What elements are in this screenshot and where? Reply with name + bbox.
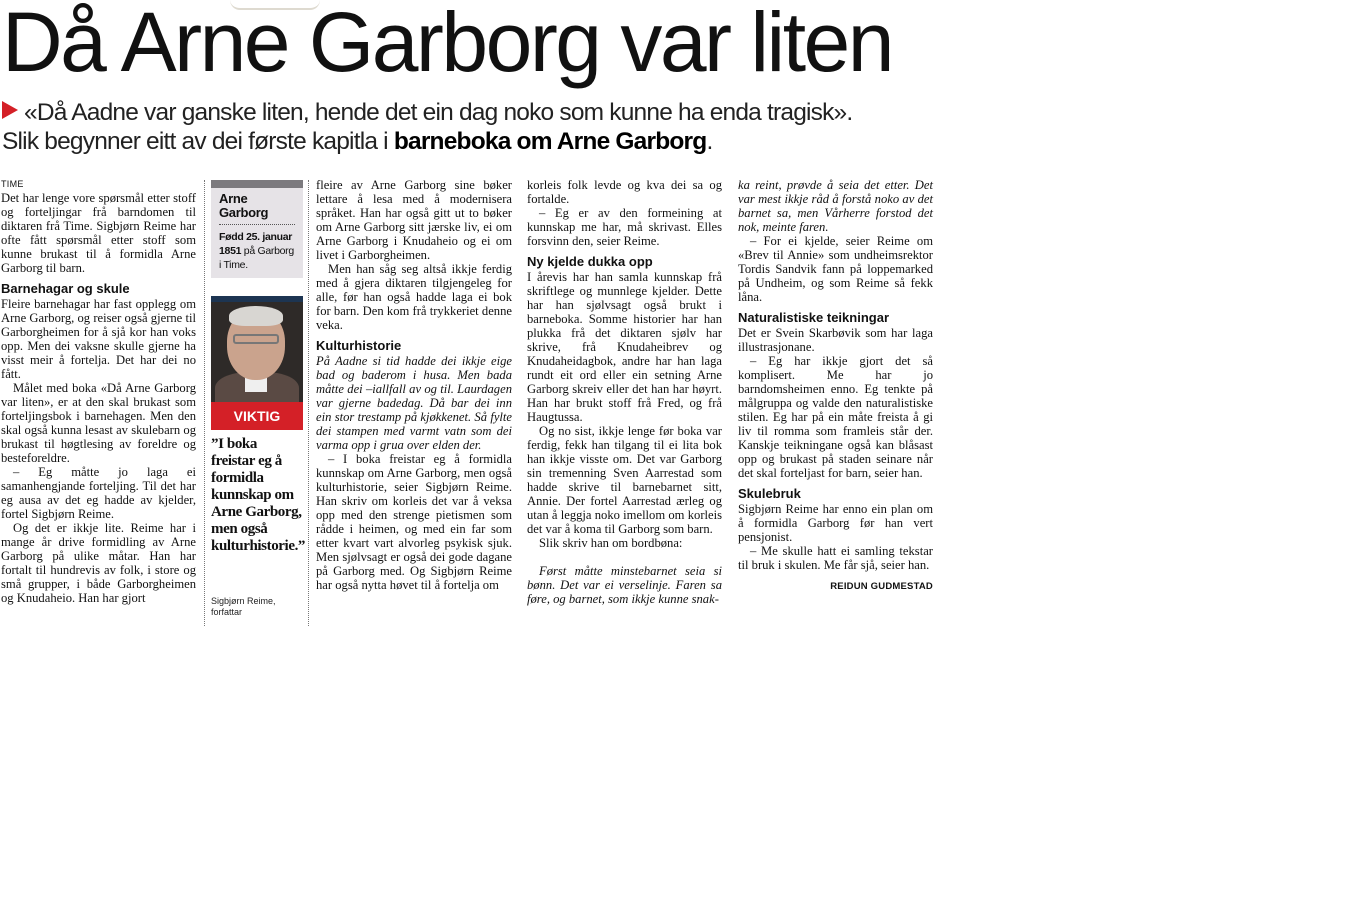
lead-line-2-end: . — [706, 128, 713, 155]
italic-paragraph: ka reint, prøvde å seia det etter. Det var mest ikkje råd å forstå noko av det barnet sa, men Vårherre forstod det nok, meinte faren. — [738, 178, 933, 234]
fact-name: Arne Garborg — [219, 192, 295, 225]
kicker: TIME — [1, 179, 24, 189]
paragraph: Sigbjørn Reime har enno ein plan om å formidla Garborg før han vert pensjonist. — [738, 502, 933, 544]
subheading: Skulebruk — [738, 486, 801, 501]
sidebar — [204, 180, 309, 626]
photo-glasses — [233, 334, 279, 344]
fact-text — [219, 230, 295, 272]
subheading: Ny kjelde dukka opp — [527, 254, 653, 269]
pull-quote-credit: Sigbjørn Reime, forfattar — [211, 596, 276, 617]
fact-place: på Garborg i Time. — [219, 245, 294, 271]
column-4 — [527, 178, 722, 606]
fact-born: Fødd 25. januar 1851 — [219, 231, 293, 257]
paragraph: – Eg er av den formeining at kunnskap me har, må skrivast. Elles forsvinn den, seier Reime. — [527, 206, 722, 248]
paragraph: Det har lenge vore spørsmål etter stoff og forteljingar frå barndomen til diktaren frå Time. Sigbjørn Reime har ofte fått spørsmål etter stoff som kunne brukast til å formidla Arne Garborg til barn. — [1, 191, 196, 275]
subheading: Naturalistiske teikningar — [738, 310, 889, 325]
paragraph: – Eg måtte jo laga ei samanhengjande forteljing. Til det har eg ausa av det eg hadde av kjelder, fortel Sigbjørn Reime. — [1, 465, 196, 521]
viktig-label: VIKTIG — [211, 402, 303, 430]
paragraph: Fleire barnehagar har fast opplegg om Arne Garborg, og reiser også gjerne til Garborgheimen for å sjå kor han voks opp. Men dei vaksne skulle gjerne ha visst meir å fortelja. Det har dei no fått. — [1, 297, 196, 381]
paragraph: korleis folk levde og kva dei sa og fortalde. — [527, 178, 722, 206]
italic-paragraph: På Aadne si tid hadde dei ikkje eige bad og baderom i husa. Men bada måtte dei –iallfall av og til. Laurdagen var gjerne badedag. Då bar dei inn ein stor trestamp på kjøkkenet. Så fylte dei stampen med varmt vatn som dei varma opp i grua over elden der. — [316, 354, 512, 452]
headline: Då Arne Garborg var liten — [2, 0, 892, 89]
paragraph: – I boka freistar eg å formidla kunnskap om Arne Garborg, men også kulturhistorie, seier Sigbjørn Reime. Han skriv om korleis det var å veksa opp med den strenge pietismen som rådde i heimen, og med ein far som etter kvart vart alvorleg psykisk sjuk. Men sjølvsagt er også dei gode dagane på Garborg med. Og Sigbjørn Reime har også nytta høvet til å fortelja om — [316, 452, 512, 592]
paragraph: Men han såg seg altså ikkje ferdig med å gjera diktaren tilgjengeleg for alle, før han også hadde laga ei bok for barn. Den kom frå trykkeriet denne veka. — [316, 262, 512, 332]
lead-bold: barneboka om Arne Garborg — [393, 128, 707, 155]
byline: REIDUN GUDMESTAD — [830, 581, 933, 592]
paragraph: – Me skulle hatt ei samling tekstar til bruk i skulen. Me får sjå, seier han. — [738, 544, 933, 572]
italic-paragraph: Først måtte minstebarnet seia si bønn. Det var ei verselinje. Faren sa føre, og barnet, som ikkje kunne snak- — [527, 564, 722, 606]
paragraph: Og det er ikkje lite. Reime har i mange år drive formidling av Arne Garborg på ulike måtar. Han har fortalt til hundrevis av folk, i store og små grupper, i både Garborgheimen og Knudaheio. Han har gjort — [1, 521, 196, 605]
portrait-photo — [211, 296, 303, 430]
column-5 — [738, 178, 933, 594]
arrow-icon — [2, 101, 18, 119]
column-1 — [1, 178, 196, 605]
subheading: Barnehagar og skule — [1, 281, 130, 296]
paragraph: fleire av Arne Garborg sine bøker lettare å lesa med å modernisera språket. Han har også gitt ut to bøker om Arne Garborg sitt jærske liv, ei om Arne Garborg i Knudaheio og ei om livet i Garborgheimen. — [316, 178, 512, 262]
column-3 — [316, 178, 512, 592]
subheading: Kulturhistorie — [316, 338, 402, 353]
paragraph: – Eg har ikkje gjort det så komplisert. Me har jo barndomsheimen enno. Eg tenkte på målgruppa og valde den naturalistiske stilen. Eg har på ein måte freista å gi liv til romma som framleis står der. Kanskje teikningane også kan blåsast opp og brukast på staden seinare når det skal forteljast for barn, seier han. — [738, 354, 933, 480]
paragraph: Slik skriv han om bordbøna: — [539, 536, 683, 550]
paragraph: Det er Svein Skarbøvik som har laga illustrasjonane. — [738, 326, 933, 354]
fact-box — [211, 180, 303, 278]
lead-line-1: «Då Aadne var ganske liten, hende det ein dag noko som kunne ha enda tragisk». — [24, 99, 853, 126]
paragraph: Målet med boka «Då Arne Garborg var liten», er at den skal brukast som forteljingsbok i barnehagen. Men den skal også kunna lesast av skulebarn og brukast til høgtlesing av foreldre og besteforeldre. — [1, 381, 196, 465]
newspaper-article — [0, 0, 940, 640]
pull-quote: ”I boka freistar eg å formidla kunnskap om Arne Garborg, men også kulturhistorie.” — [211, 436, 306, 554]
photo-hair — [229, 306, 283, 326]
paragraph: – For ei kjelde, seier Reime om «Brev til Annie» som undheimsrektor Tordis Sandvik fann på loppemarked på Undheim, og som Reime så fekk låna. — [738, 234, 933, 304]
lead-line-2: Slik begynner eitt av dei første kapitla i — [2, 128, 394, 155]
paragraph: Og no sist, ikkje lenge før boka var ferdig, fekk han tilgang til ei lita bok han ikkje visste om. Det var Garborg sin tremenning Sven Aarrestad som hadde skrive til barnebarnet sitt, Annie. Der fortel Aarrestad ærleg og utan å leggja noko imellom om korleis det var å koma til Garborg som barn. — [527, 424, 722, 536]
paragraph: I årevis har han samla kunnskap frå skriftlege og munnlege kjelder. Dette har han sjølvsagt også brukt i barneboka. Somme historier har han plukka frå det diktaren sjølv har skrive, frå Knudaheibrev og Knudaheidagbok, andre har han laga rundt eit ord eller ein setning Arne Garborg skreiv eller det han har høyrt. Han har brukt stoff frå Fred, og frå Haugtussa. — [527, 270, 722, 424]
lead-paragraph — [2, 98, 937, 156]
